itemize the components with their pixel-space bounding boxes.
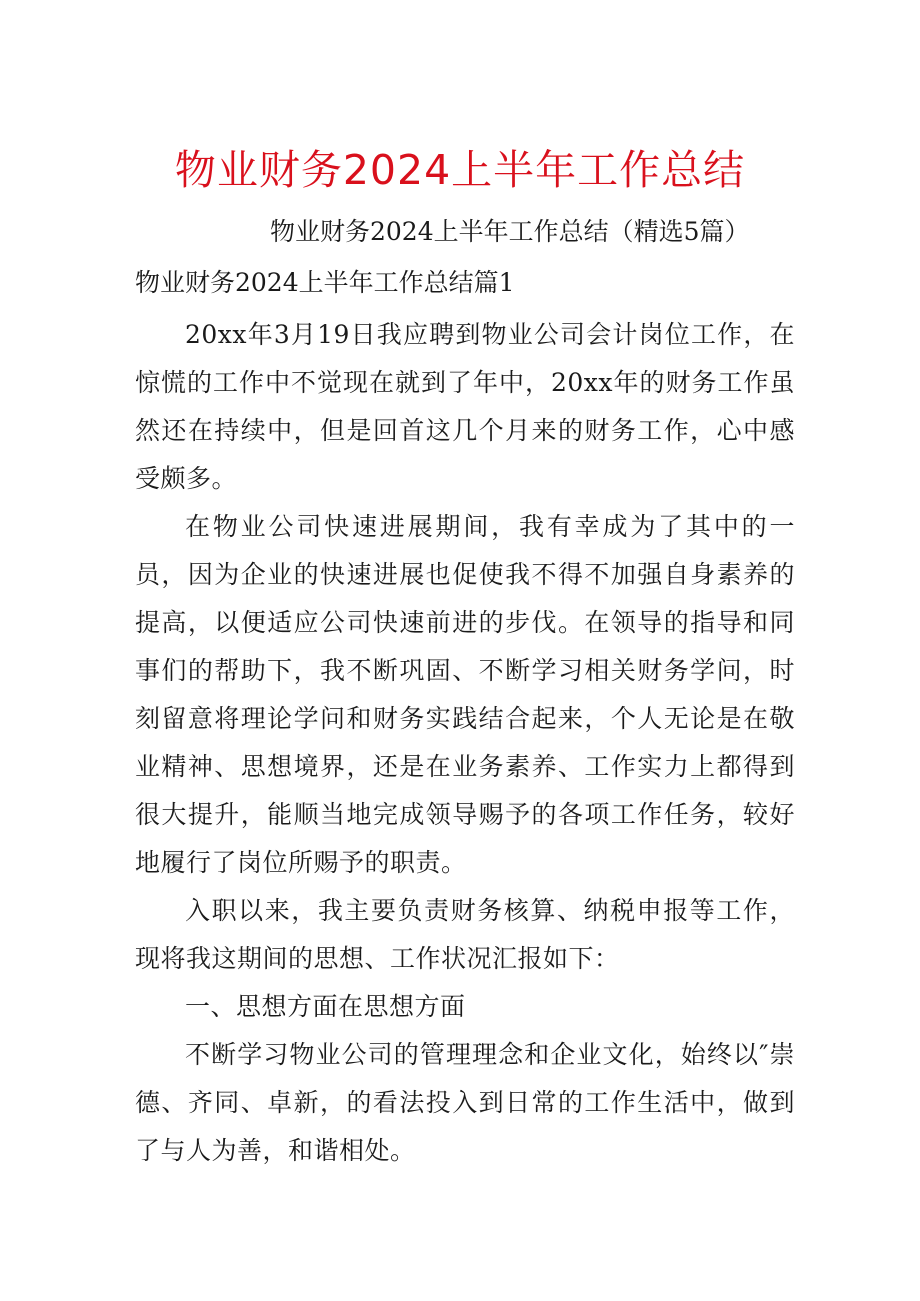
paragraph: 20xx年3月19日我应聘到物业公司会计岗位工作，在惊慌的工作中不觉现在就到了年中，20xx年的财务工作虽然还在持续中，但是回首这几个月来的财务工作，心中感受颇多。: [135, 320, 795, 493]
paragraph: 入职以来，我主要负责财务核算、纳税申报等工作，现将我这期间的思想、工作状况汇报如下：: [135, 896, 795, 973]
document-subtitle: 物业财务2024上半年工作总结（精选5篇）: [270, 217, 750, 246]
document-title: 物业财务2024上半年工作总结: [174, 146, 746, 194]
body-text: [135, 311, 795, 1175]
paragraph: 一、思想方面在思想方面: [185, 992, 466, 1021]
section-heading: 物业财务2024上半年工作总结篇1: [135, 268, 515, 297]
paragraph: 不断学习物业公司的管理理念和企业文化，始终以″崇德、齐同、卓新，的看法投入到日常的工作生活中，做到了与人为善，和谐相处。: [135, 1040, 795, 1165]
paragraph: 在物业公司快速进展期间，我有幸成为了其中的一员，因为企业的快速进展也促使我不得不加强自身素养的提高，以便适应公司快速前进的步伐。在领导的指导和同事们的帮助下，我不断巩固、不断学习相关财务学问，时刻留意将理论学问和财务实践结合起来，个人无论是在敬业精神、思想境界，还是在业务素养、工作实力上都得到很大提升，能顺当地完成领导赐予的各项工作任务，较好地履行了岗位所赐予的职责。: [135, 512, 795, 877]
